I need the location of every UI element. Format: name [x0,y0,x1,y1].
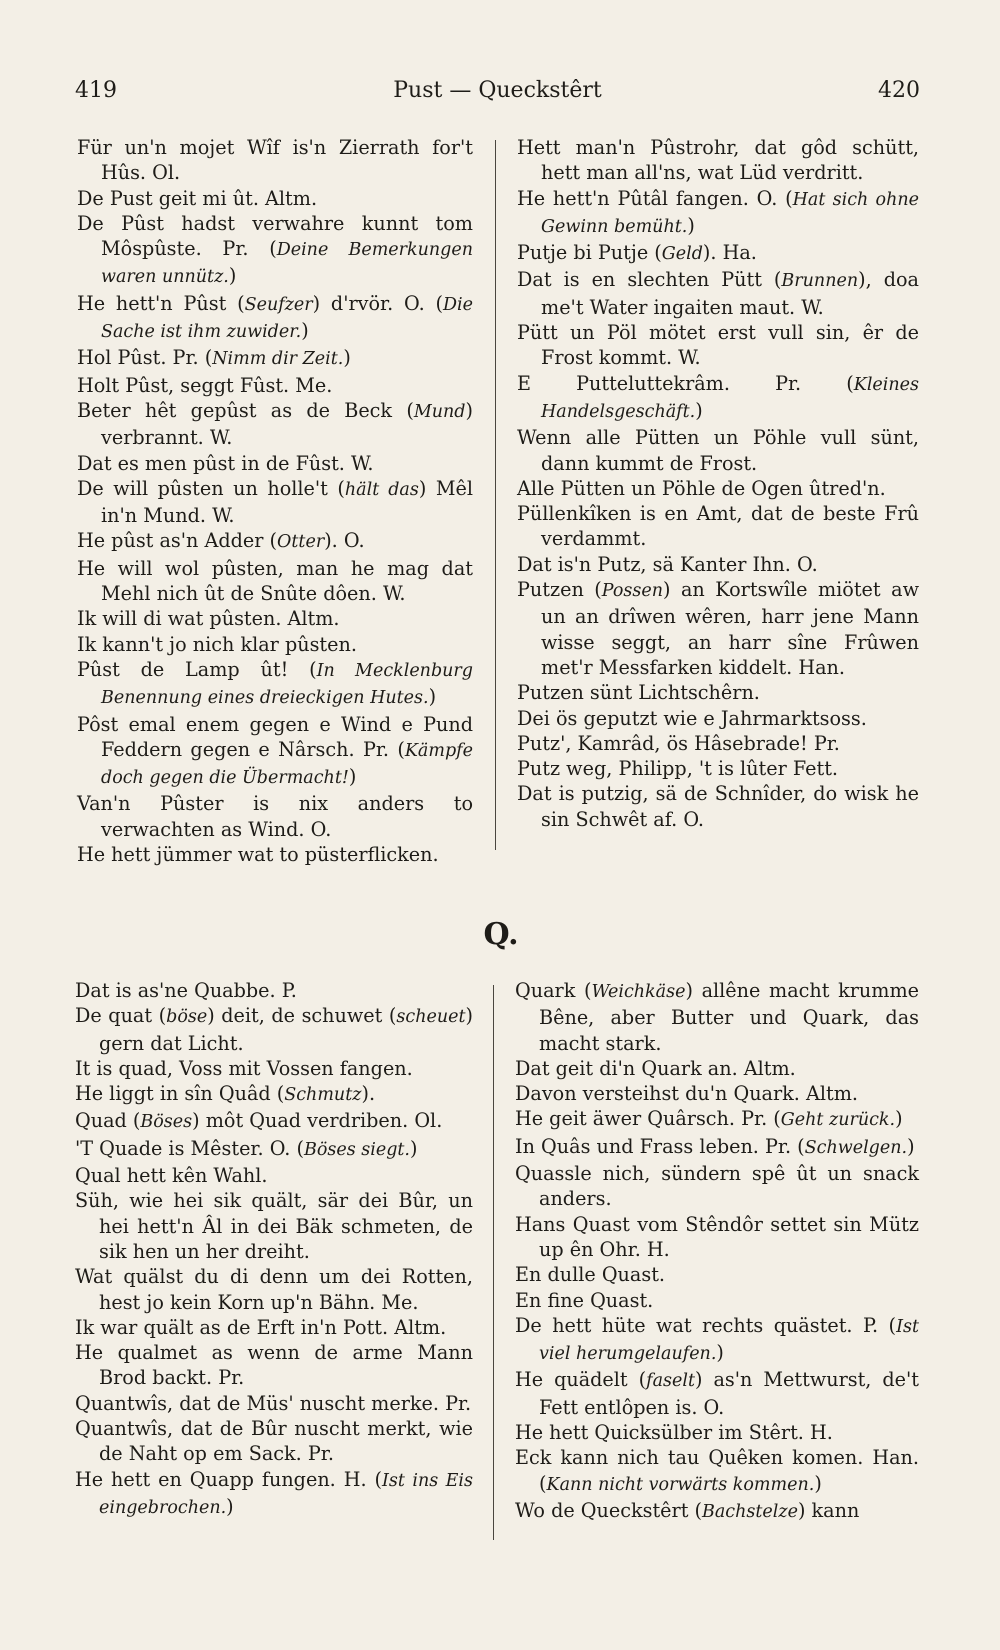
dictionary-entry: De hett hüte wat rechts quästet. P. (Ist viel herumgelaufen.) [515,1313,919,1365]
dictionary-entry: In Quâs und Frass leben. Pr. (Schwelgen.) [515,1134,915,1158]
dictionary-entry: Van'n Pûster is nix anders to verwachten as Wind. O. [77,792,473,841]
dictionary-entry: En fine Quast. [515,1288,654,1312]
dictionary-entry: Püllenkîken is en Amt, dat de beste Frû verdammt. [517,502,919,551]
dictionary-entry: He liggt in sîn Quâd (Schmutz). [75,1082,376,1106]
dictionary-entry: He pûst as'n Adder (Otter). O. [77,529,365,553]
dictionary-entry: De quat (böse) deit, de schuwet (scheuet) gern dat Licht. [75,1004,473,1055]
dictionary-entry: Davon versteihst du'n Quark. Altm. [515,1082,858,1106]
dictionary-entry: He qualmet as wenn de arme Mann Brod backt. Pr. [75,1341,473,1390]
section-p-right-column [517,135,919,832]
dictionary-entry: Ik will di wat pûsten. Altm. [77,607,340,631]
running-header [75,78,920,108]
dictionary-entry: Wat quälst du di denn um dei Rotten, hest jo kein Korn up'n Bähn. Me. [75,1265,473,1314]
dictionary-entry: He hett'n Pûtâl fangen. O. (Hat sich ohne Gewinn bemüht.) [517,186,919,237]
dictionary-entry: Quantwîs, dat de Müs' nuscht merke. Pr. [75,1391,472,1415]
dictionary-entry: Pûst de Lamp ût! (In Mecklenburg Benennung eines dreieckigen Hutes.) [77,657,473,709]
dictionary-entry: He hett jümmer wat to püsterflicken. [77,843,439,867]
dictionary-entry: Dat is as'ne Quabbe. P. [75,979,297,1002]
dictionary-entry: En dulle Quast. [515,1263,666,1287]
dictionary-entry: Putz', Kamrâd, ös Hâsebrade! Pr. [517,731,840,755]
dictionary-entry: Eck kann nich tau Quêken komen. Han. (Kann nicht vorwärts kommen.) [515,1446,919,1495]
dictionary-entry: Holt Pûst, seggt Fûst. Me. [77,373,333,397]
dictionary-entry: Ik war quält as de Erft in'n Pott. Altm. [75,1315,447,1339]
column-divider [493,985,494,1540]
dictionary-entry: Dat is en slechten Pütt (Brunnen), doa me't Water ingaiten maut. W. [517,268,919,319]
dictionary-entry: Quark (Weichkäse) allêne macht krumme Bêne, aber Butter und Quark, das macht stark. [515,979,919,1055]
column-divider [495,140,496,850]
dictionary-entry: Qual hett kên Wahl. [75,1164,268,1188]
dictionary-entry: Dat geit di'n Quark an. Altm. [515,1056,796,1080]
dictionary-entry: E Putteluttekrâm. Pr. (Kleines Handelsgeschäft.) [517,371,919,422]
dictionary-entry: Quassle nich, sündern spê ût un snack anders. [515,1162,919,1211]
dictionary-entry: De Pust geit mi ût. Altm. [77,186,318,210]
dictionary-entry: He geit äwer Quârsch. Pr. (Geht zurück.) [515,1107,903,1131]
dictionary-entry: Süh, wie hei sik quält, sär dei Bûr, un hei hett'n Âl in dei Bäk schmeten, de sik hen un her dreiht. [75,1189,473,1263]
dictionary-entry: Putz weg, Philipp, 't is lûter Fett. [517,757,839,781]
dictionary-entry: Dat is putzig, sä de Schnîder, do wisk he sin Schwêt af. O. [517,782,919,831]
running-title: Pust — Queckstêrt [393,78,602,103]
dictionary-entry: Dat is'n Putz, sä Kanter Ihn. O. [517,552,818,576]
dictionary-entry: It is quad, Voss mit Vossen fangen. [75,1056,413,1080]
section-p-left-column [77,135,473,867]
dictionary-entry: Wo de Queckstêrt (Bachstelze) kann [515,1498,860,1522]
section-q-right-column [515,978,919,1525]
dictionary-entry: Hans Quast vom Stêndôr settet sin Mütz up ên Ohr. H. [515,1212,919,1261]
dictionary-entry: Putzen sünt Lichtschêrn. [517,681,760,705]
dictionary-entry: Dei ös geputzt wie e Jahrmarktsoss. [517,706,867,730]
dictionary-entry: Beter hêt gepûst as de Beck (Mund) verbrannt. W. [77,398,473,450]
dictionary-entry: Hol Pûst. Pr. (Nimm dir Zeit.) [77,346,351,370]
dictionary-entry: Quad (Böses) môt Quad verdriben. Ol. [75,1109,443,1133]
dictionary-entry: 'T Quade is Mêster. O. (Böses siegt.) [75,1136,418,1160]
page-number-right: 420 [878,78,920,103]
dictionary-entry: De Pûst hadst verwahre kunnt tom Môspûste. Pr. (Deine Bemerkungen waren unnütz.) [77,211,473,288]
dictionary-entry: Quantwîs, dat de Bûr nuscht merkt, wie de Naht op em Sack. Pr. [75,1417,473,1466]
dictionary-entry: He hett Quicksülber im Stêrt. H. [515,1421,833,1445]
dictionary-entry: Pôst emal enem gegen e Wind e Pund Feddern gegen e Nârsch. Pr. (Kämpfe doch gegen die Übermacht!) [77,712,473,789]
dictionary-entry: Dat es men pûst in de Fûst. W. [77,451,374,475]
dictionary-entry: De will pûsten un holle't (hält das) Mêl in'n Mund. W. [77,476,474,528]
dictionary-entry: Hett man'n Pûstrohr, dat gôd schütt, hett man all'ns, wat Lüd verdritt. [517,136,919,185]
dictionary-entry: He will wol pûsten, man he mag dat Mehl nich ût de Snûte dôen. W. [77,556,473,606]
dictionary-entry: Putzen (Possen) an Kortswîle miötet aw un an drîwen wêren, harr jene Mann wisse seggt, an harr sîne Frûwen met'r Messfarken kiddelt. Han. [517,578,919,679]
page-number-left: 419 [75,78,117,103]
dictionary-entry: Für un'n mojet Wîf is'n Zierrath for't Hûs. Ol. [77,136,473,185]
dictionary-entry: Putje bi Putje (Geld). Ha. [517,241,757,265]
dictionary-entry: He quädelt (faselt) as'n Mettwurst, de't Fett entlôpen is. O. [515,1368,920,1419]
dictionary-entry: Wenn alle Pütten un Pöhle vull sünt, dann kummt de Frost. [517,426,919,475]
dictionary-entry: Ik kann't jo nich klar pûsten. [77,632,357,656]
dictionary-entry: Pütt un Pöl mötet erst vull sin, êr de Frost kommt. W. [517,321,919,370]
section-q-left-column [75,978,473,1521]
section-letter-heading: Q. [483,917,519,952]
dictionary-entry: He hett en Quapp fungen. H. (Ist ins Eis eingebrochen.) [75,1467,473,1518]
dictionary-entry: He hett'n Pûst (Seufzer) d'rvör. O. (Die Sache ist ihm zuwider.) [77,291,473,343]
dictionary-entry: Alle Pütten un Pöhle de Ogen ûtred'n. [517,476,886,500]
